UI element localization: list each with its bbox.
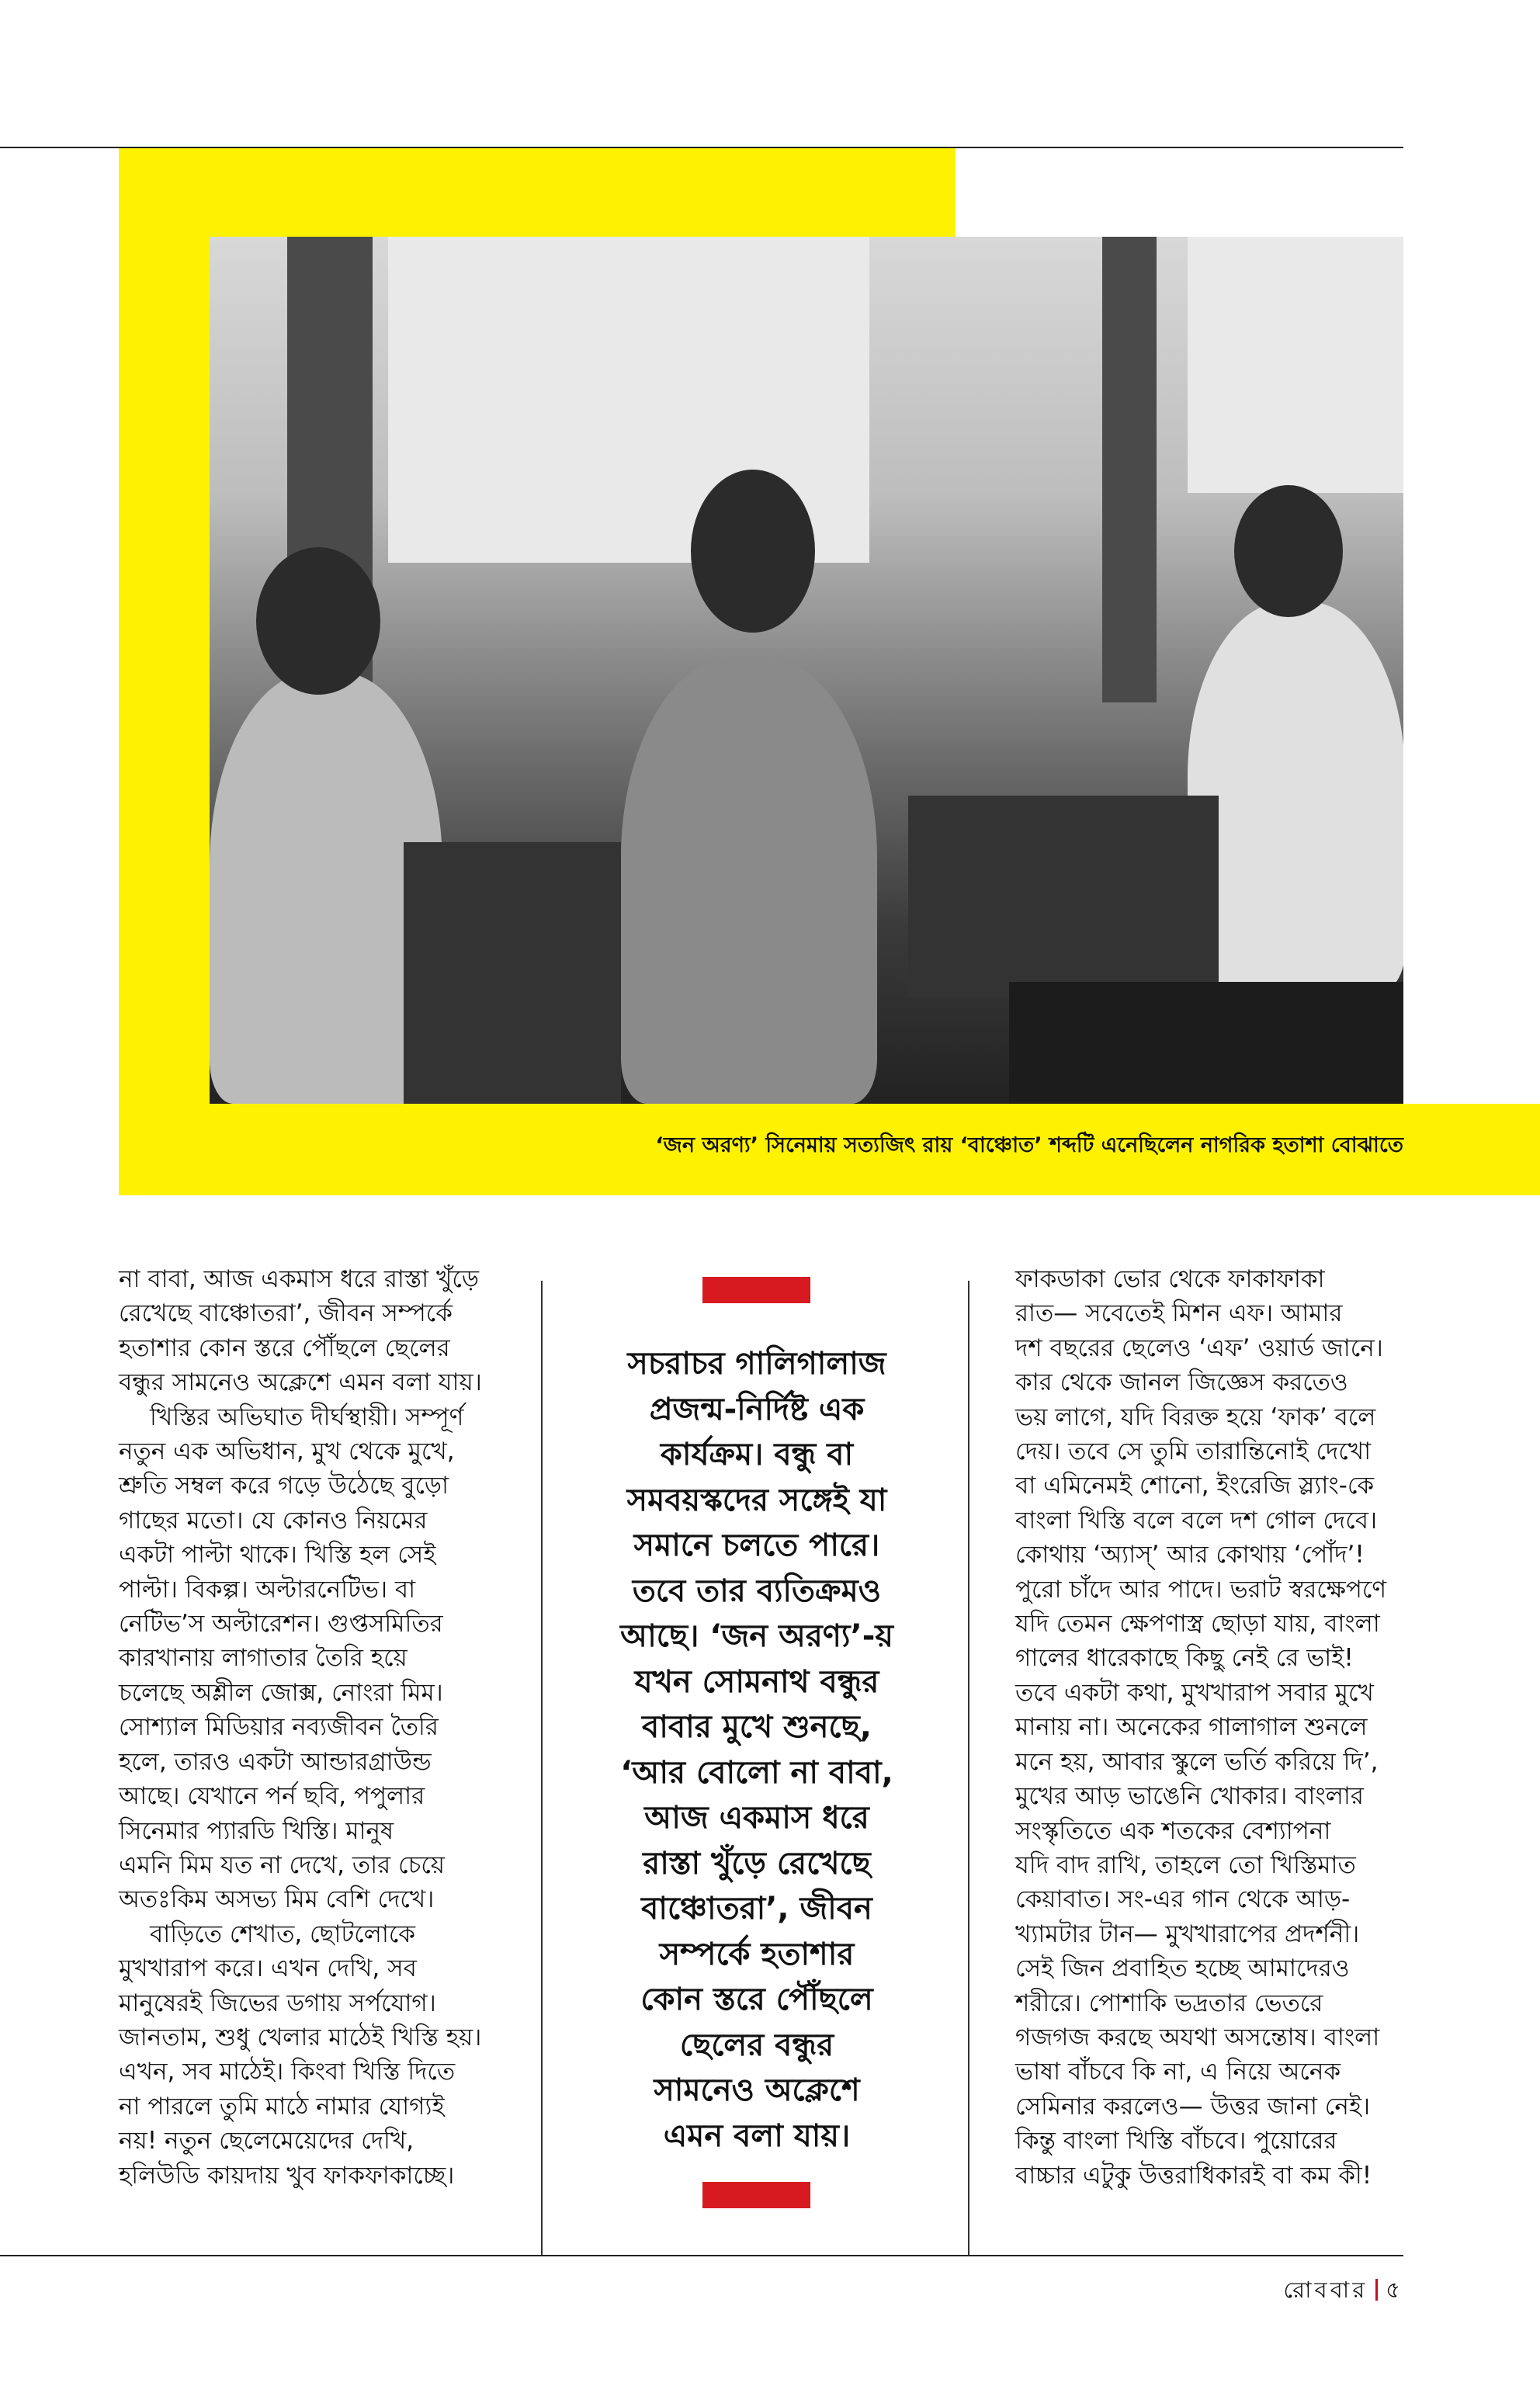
text-line: বাচ্চার এটুকু উত্তরাধিকারই বা কম কী! [1015,2161,1372,2190]
desk [908,796,1219,997]
student-right [1188,602,1403,990]
desk [1009,982,1403,1104]
magazine-name: রোববার [1283,2277,1368,2303]
text-line: সংস্কৃতিতে এক শতকের বেশ্যাপনা [1015,1816,1331,1845]
pull-quote-line: বাবার মুখে শুনছে, [642,1709,872,1745]
text-line: খিস্তির অভিঘাত দীর্ঘস্থায়ী। সম্পূর্ণ [150,1403,464,1431]
pull-quote-line: বাঞ্চোতরা’, জীবন [641,1891,872,1927]
text-line: জানতাম, শুধু খেলার মাঠেই খিস্তি হয়। [119,2023,482,2051]
pull-quote-line: ‘আর বোলো না বাবা, [620,1754,893,1791]
pull-quote-top-bar [702,1277,810,1303]
text-line: না পারলে তুমি মাঠে নামার যোগ্যই [119,2092,445,2121]
text-line: হতাশার কোন স্তরে পৌঁছলে ছেলের [119,1333,450,1362]
text-line: একটা পাল্টা থাকে। খিস্তি হল সেই [119,1541,436,1569]
bottom-rule [0,2255,1403,2256]
student-left-head [256,547,380,695]
text-line: চলেছে অশ্লীল জোক্স, নোংরা মিম। [119,1678,443,1707]
text-line: গালের ধারেকাছে কিছু নেই রে ভাই! [1015,1644,1354,1673]
left-column [119,1262,530,2193]
pull-quote-line: সম্পর্কে হতাশার [659,1936,855,1972]
pull-quote-line: কার্যক্রম। বন্ধু বা [660,1437,854,1472]
page-number: ৫ [1386,2277,1403,2303]
pull-quote-line: রাস্তা খুঁড়ে রেখেছে [643,1845,871,1881]
pull-quote-line: আজ একমাস ধরে [644,1800,869,1836]
text-line: খ্যামটার টান— মুখখারাপের প্রদর্শনী। [1015,1920,1360,1948]
text-line: শ্রুতি সম্বল করে গড়ে উঠেছে বুড়ো [119,1472,449,1500]
pull-quote-line: যখন সোমনাথ বন্ধুর [634,1663,879,1700]
text-line: কারখানায় লাগাতার তৈরি হয়ে [119,1644,408,1673]
pull-quote-line: সমবয়স্কদের সঙ্গেই যা [626,1482,887,1518]
text-line: রাত— সবেতেই মিশন এফ। আমার [1015,1299,1343,1328]
page-footer [1283,2273,1403,2311]
column-divider [968,1281,969,2255]
text-line: দেয়। তবে সে তুমি তারান্তিনোই দেখো [1015,1438,1372,1466]
text-line: নয়! নতুন ছেলেমেয়েদের দেখি, [119,2127,414,2155]
pull-quote-bottom-bar [702,2182,810,2208]
pull-quote [555,1341,959,2159]
text-line: তবে একটা কথা, মুখখারাপ সবার মুখে [1015,1678,1374,1707]
column-divider [541,1281,543,2255]
desk [404,842,621,1104]
student-right-head [1234,485,1343,617]
text-line: যদি বাদ রাখি, তাহলে তো খিস্তিমাত [1015,1850,1356,1879]
text-line: ভাষা বাঁচবে কি না, এ নিয়ে অনেক [1015,2058,1341,2086]
pull-quote-line: সামনেও অক্লেশে [654,2072,860,2108]
text-line: নেটিভ’স অল্টারেশন। গুপ্তসমিতির [119,1610,443,1639]
text-line: যদি তেমন ক্ষেপণাস্ত্র ছোড়া যায়, বাংলা [1015,1610,1380,1639]
text-line: মানুষেরই জিভের ডগায় সর্পযোগ। [119,1989,436,2017]
text-line: গজগজ করছে অযথা অসন্তোষ। বাংলা [1015,2023,1380,2051]
text-line: হলিউডি কায়দায় খুব ফাকফাকাচ্ছে। [119,2161,455,2190]
text-line: মানায় না। অনেকের গালাগাল শুনলে [1015,1713,1368,1742]
text-line: মনে হয়, আবার স্কুলে ভর্তি করিয়ে দি’, [1015,1747,1379,1776]
text-line: সোশ্যাল মিডিয়ার নব্যজীবন তৈরি [119,1713,439,1742]
text-line: কার থেকে জানল জিজ্ঞেস করতেও [1015,1368,1348,1397]
text-line: ফাকডাকা ভোর থেকে ফাকাফাকা [1015,1265,1325,1293]
pull-quote-line: ছেলের বন্ধুর [679,2027,834,2063]
text-line: এমনি মিম যত না দেখে, তার চেয়ে [119,1850,446,1879]
text-line: নতুন এক অভিধান, মুখ থেকে মুখে, [119,1438,455,1466]
text-line: সেমিনার করলেও— উত্তর জানা নেই। [1015,2092,1371,2121]
text-line: রেখেছে বাঞ্চোতরা’, জীবন সম্পর্কে [119,1299,453,1328]
right-column [1015,1262,1411,2193]
text-line: বাড়িতে শেখাত, ছোটলোকে [150,1920,415,1948]
text-line: সিনেমার প্যারডি খিস্তি। মানুষ [119,1816,394,1845]
yellow-block-left [119,237,210,1104]
text-line: গাছের মতো। যে কোনও নিয়মের [119,1506,428,1535]
pull-quote-line: প্রজন্ম-নির্দিষ্ট এক [649,1391,865,1427]
yellow-block-top [119,148,956,237]
text-line: বন্ধুর সামনেও অক্লেশে এমন বলা যায়। [119,1368,482,1397]
text-line: ভয় লাগে, যদি বিরক্ত হয়ে ‘ফাক’ বলে [1015,1403,1376,1431]
text-line: শরীরে। পোশাকি ভদ্রতার ভেতরে [1015,1989,1323,2017]
photo-caption: ‘জন অরণ্য’ সিনেমায় সত্যজিৎ রায় ‘বাঞ্চোত’ শব্দটি এনেছিলেন নাগরিক হতাশা বোঝাতে [655,1133,1403,1157]
text-line: পুরো চাঁদে আর পাদে। ভরাট স্বরক্ষেপণে [1015,1575,1387,1604]
text-line: হলে, তারও একটা আন্ডারগ্রাউন্ড [119,1747,432,1776]
student-center-head [691,470,815,633]
footer-separator [1375,2279,1378,2301]
text-line: মুখের আড় ভাঙেনি খোকার। বাংলার [1015,1782,1364,1811]
text-line: কিন্তু বাংলা খিস্তি বাঁচবে। পুয়োরের [1015,2127,1337,2155]
text-line: মুখখারাপ করে। এখন দেখি, সব [119,1954,417,1983]
text-line: বা এমিনেমই শোনো, ইংরেজি স্ল্যাং-কে [1015,1472,1375,1500]
text-line: আছে। যেখানে পর্ন ছবি, পপুলার [119,1782,425,1811]
text-line: না বাবা, আজ একমাস ধরে রাস্তা খুঁড়ে [119,1265,479,1293]
text-line: অতঃকিম অসভ্য মিম বেশি দেখে। [119,1885,435,1914]
text-line: এখন, সব মাঠেই। কিংবা খিস্তি দিতে [119,2058,456,2086]
text-line: কেয়াবাত। সং-এর গান থেকে আড়- [1015,1885,1351,1914]
text-line: সেই জিন প্রবাহিত হচ্ছে আমাদেরও [1015,1954,1350,1983]
pull-quote-line: এমন বলা যায়। [663,2117,851,2154]
pull-quote-line: সচরাচর গালিগালাজ [627,1346,886,1382]
pull-quote-line: তবে তার ব্যতিক্রমও [632,1573,882,1609]
student-center [621,656,877,1104]
pillar [1102,237,1157,702]
text-line: পাল্টা। বিকল্প। অল্টারনেটিভ। বা [119,1575,416,1604]
pull-quote-line: আছে। ‘জন অরণ্য’-য় [620,1618,893,1654]
text-line: দশ বছরের ছেলেও ‘এফ’ ওয়ার্ড জানে। [1015,1333,1383,1362]
pull-quote-line: কোন স্তরে পৌঁছলে [640,1982,873,2017]
pull-quote-line: সমানে চলতে পারে। [633,1528,880,1563]
film-still-photo [210,237,1403,1104]
wall-graffiti-right [1188,237,1403,493]
text-line: কোথায় ‘অ্যাস্’ আর কোথায় ‘পোঁদ’! [1015,1541,1365,1569]
text-line: বাংলা খিস্তি বলে বলে দশ গোল দেবে। [1015,1506,1378,1535]
